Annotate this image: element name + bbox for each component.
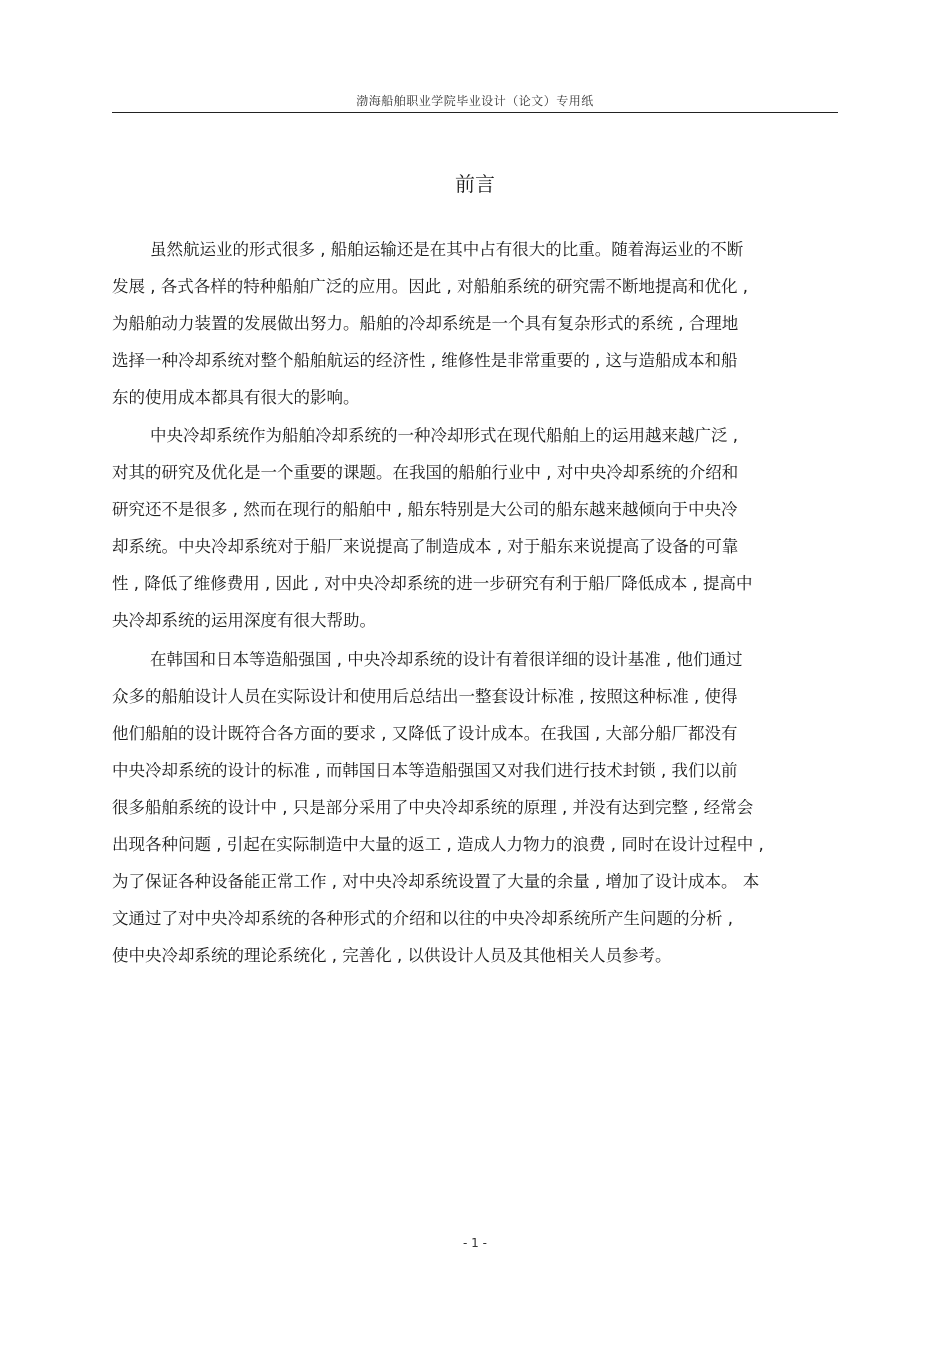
body-line: 他们船舶的设计既符合各方面的要求 , 又降低了设计成本。在我国 , 大部分船厂都没有: [112, 724, 738, 743]
body-line: 众多的船舶设计人员在实际设计和使用后总结出一整套设计标准 , 按照这种标准 , 使得: [112, 687, 738, 706]
body-line: 发展 , 各式各样的特种船舶广泛的应用。因此 , 对船舶系统的研究需不断地提高和优化 ,: [112, 277, 748, 296]
body-line: 虽然航运业的形式很多 , 船舶运输还是在其中占有很大的比重。随着海运业的不断: [150, 240, 744, 259]
body-line: 对其的研究及优化是一个重要的课题。在我国的船舶行业中 , 对中央冷却系统的介绍和: [112, 463, 739, 482]
body-line: 为船舶动力装置的发展做出努力。船舶的冷却系统是一个具有复杂形式的系统 , 合理地: [112, 314, 739, 333]
body-line: 性 , 降低了维修费用 , 因此 , 对中央冷却系统的进一步研究有利于船厂降低成本 , 提高中: [112, 574, 753, 593]
page-number: - 1 -: [463, 1236, 487, 1250]
page-title: 前言: [455, 172, 495, 196]
header-divider: [112, 112, 838, 113]
body-line: 东的使用成本都具有很大的影响。: [112, 388, 360, 407]
body-line: 中央冷却系统的设计的标准 , 而韩国日本等造船强国又对我们进行技术封锁 , 我们以前: [112, 761, 738, 780]
body-line: 却系统。中央冷却系统对于船厂来说提高了制造成本 , 对于船东来说提高了设备的可靠: [112, 537, 739, 556]
body-line: 研究还不是很多 , 然而在现行的船舶中 , 船东特别是大公司的船东越来越倾向于中央冷: [112, 500, 738, 519]
body-line: 出现各种问题 , 引起在实际制造中大量的返工 , 造成人力物力的浪费 , 同时在设计过程中 ,: [112, 835, 764, 854]
body-line: 使中央冷却系统的理论系统化 , 完善化 , 以供设计人员及其他相关人员参考。: [112, 946, 672, 965]
body-line: 为了保证各种设备能正常工作 , 对中央冷却系统设置了大量的余量 , 增加了设计成本。 本: [112, 872, 760, 891]
page-header: 渤海船舶职业学院毕业设计（论文）专用纸: [356, 94, 594, 108]
body-line: 很多船舶系统的设计中 , 只是部分采用了中央冷却系统的原理 , 并没有达到完整 , 经常会: [112, 798, 754, 817]
body-line: 选择一种冷却系统对整个船舶航运的经济性 , 维修性是非常重要的 , 这与造船成本和船: [112, 351, 738, 370]
body-line: 中央冷却系统作为船舶冷却系统的一种冷却形式在现代船舶上的运用越来越广泛 ,: [150, 426, 738, 445]
body-line: 在韩国和日本等造船强国 , 中央冷却系统的设计有着很详细的设计基准 , 他们通过: [150, 650, 743, 669]
body-line: 文通过了对中央冷却系统的各种形式的介绍和以往的中央冷却系统所产生问题的分析 ,: [112, 909, 733, 928]
body-line: 央冷却系统的运用深度有很大帮助。: [112, 611, 376, 630]
